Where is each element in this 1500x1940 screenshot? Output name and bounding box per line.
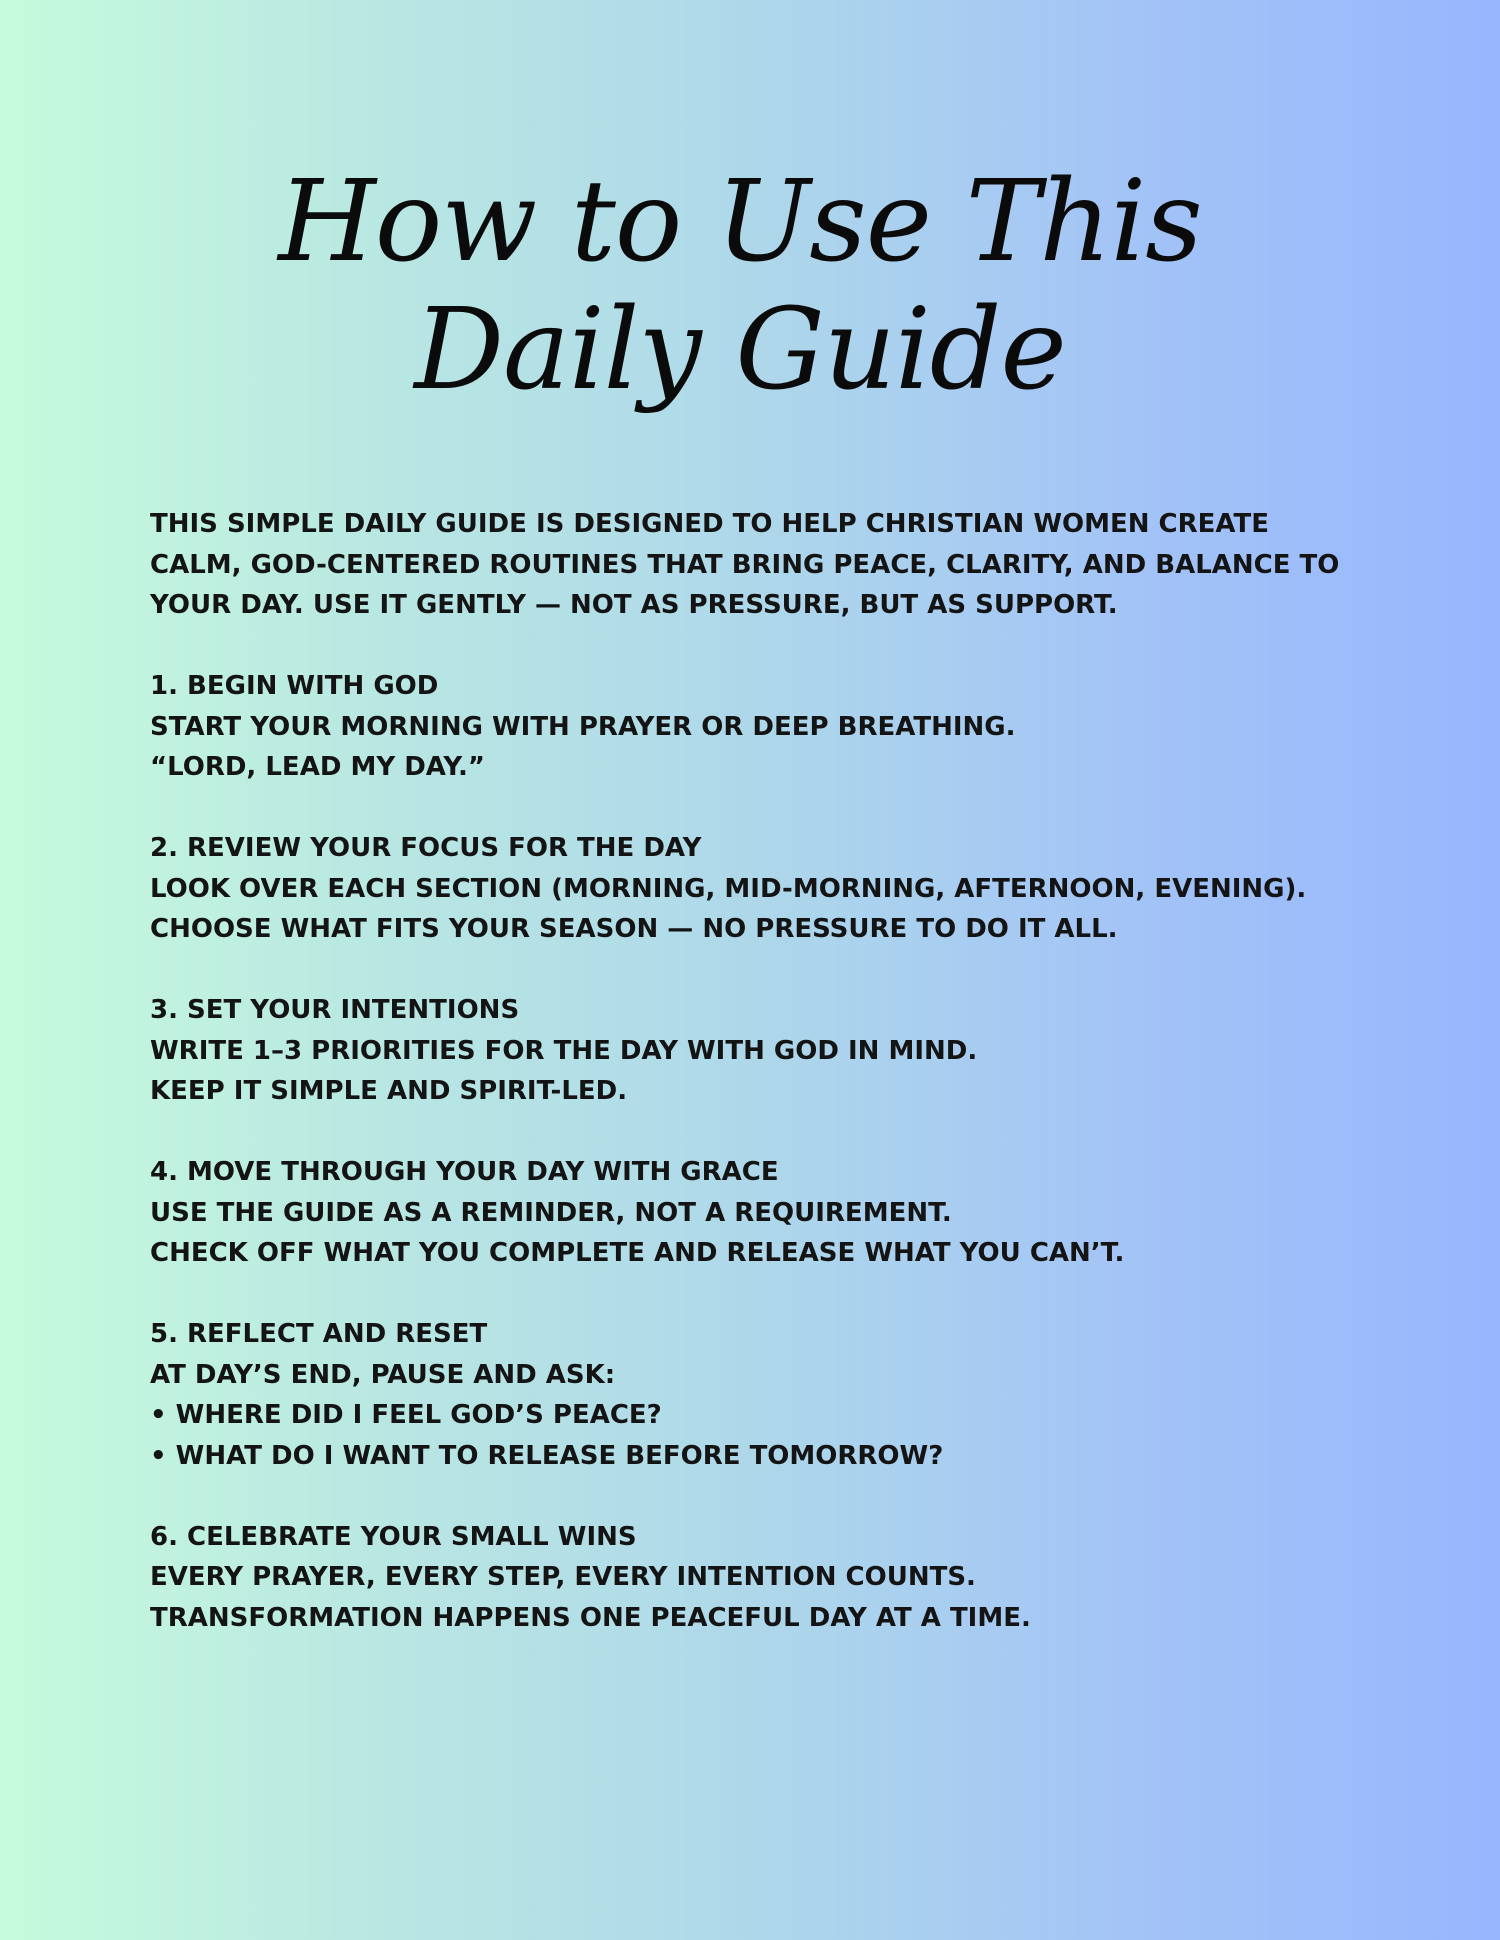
title-line-1: How to Use This	[278, 157, 1202, 287]
step-line: LOOK OVER EACH SECTION (MORNING, MID-MORNING, AFTERNOON, EVENING).	[150, 873, 1307, 904]
step-line: START YOUR MORNING WITH PRAYER OR DEEP BREATHING.	[150, 711, 1016, 742]
step-3	[150, 990, 1370, 1112]
step-line: CHOOSE WHAT FITS YOUR SEASON — NO PRESSURE TO DO IT ALL.	[150, 914, 1118, 944]
step-heading: 5. REFLECT AND RESET	[150, 1319, 488, 1349]
step-line: USE THE GUIDE AS A REMINDER, NOT A REQUIREMENT.	[150, 1197, 952, 1228]
step-5	[150, 1314, 1370, 1476]
guide-body	[150, 504, 1370, 1679]
step-1	[150, 666, 1370, 788]
step-line: KEEP IT SIMPLE AND SPIRIT-LED.	[150, 1076, 628, 1106]
intro-line: THIS SIMPLE DAILY GUIDE IS DESIGNED TO HELP CHRISTIAN WOMEN CREATE	[150, 509, 1270, 539]
intro-paragraph	[150, 504, 1370, 626]
step-line: CHECK OFF WHAT YOU COMPLETE AND RELEASE WHAT YOU CAN’T.	[150, 1238, 1125, 1268]
intro-line: CALM, GOD-CENTERED ROUTINES THAT BRING PEACE, CLARITY, AND BALANCE TO	[150, 549, 1340, 580]
step-2	[150, 828, 1370, 950]
step-line: AT DAY’S END, PAUSE AND ASK:	[150, 1359, 616, 1390]
step-bullet: • WHERE DID I FEEL GOD’S PEACE?	[150, 1400, 662, 1430]
step-line: “LORD, LEAD MY DAY.”	[150, 752, 485, 782]
step-heading: 4. MOVE THROUGH YOUR DAY WITH GRACE	[150, 1157, 779, 1187]
step-heading: 1. BEGIN WITH GOD	[150, 671, 439, 701]
step-line: TRANSFORMATION HAPPENS ONE PEACEFUL DAY AT A TIME.	[150, 1602, 1031, 1633]
intro-line: YOUR DAY. USE IT GENTLY — NOT AS PRESSURE, BUT AS SUPPORT.	[150, 590, 1118, 620]
step-heading: 3. SET YOUR INTENTIONS	[150, 995, 520, 1025]
step-heading: 6. CELEBRATE YOUR SMALL WINS	[150, 1521, 637, 1552]
step-bullet: • WHAT DO I WANT TO RELEASE BEFORE TOMORROW?	[150, 1440, 944, 1471]
step-heading: 2. REVIEW YOUR FOCUS FOR THE DAY	[150, 833, 702, 863]
step-line: WRITE 1–3 PRIORITIES FOR THE DAY WITH GOD IN MIND.	[150, 1035, 978, 1066]
step-line: EVERY PRAYER, EVERY STEP, EVERY INTENTION COUNTS.	[150, 1562, 976, 1592]
page-title	[0, 158, 1480, 414]
title-line-2: Daily Guide	[414, 285, 1066, 415]
step-6	[150, 1517, 1370, 1639]
step-4	[150, 1152, 1370, 1274]
